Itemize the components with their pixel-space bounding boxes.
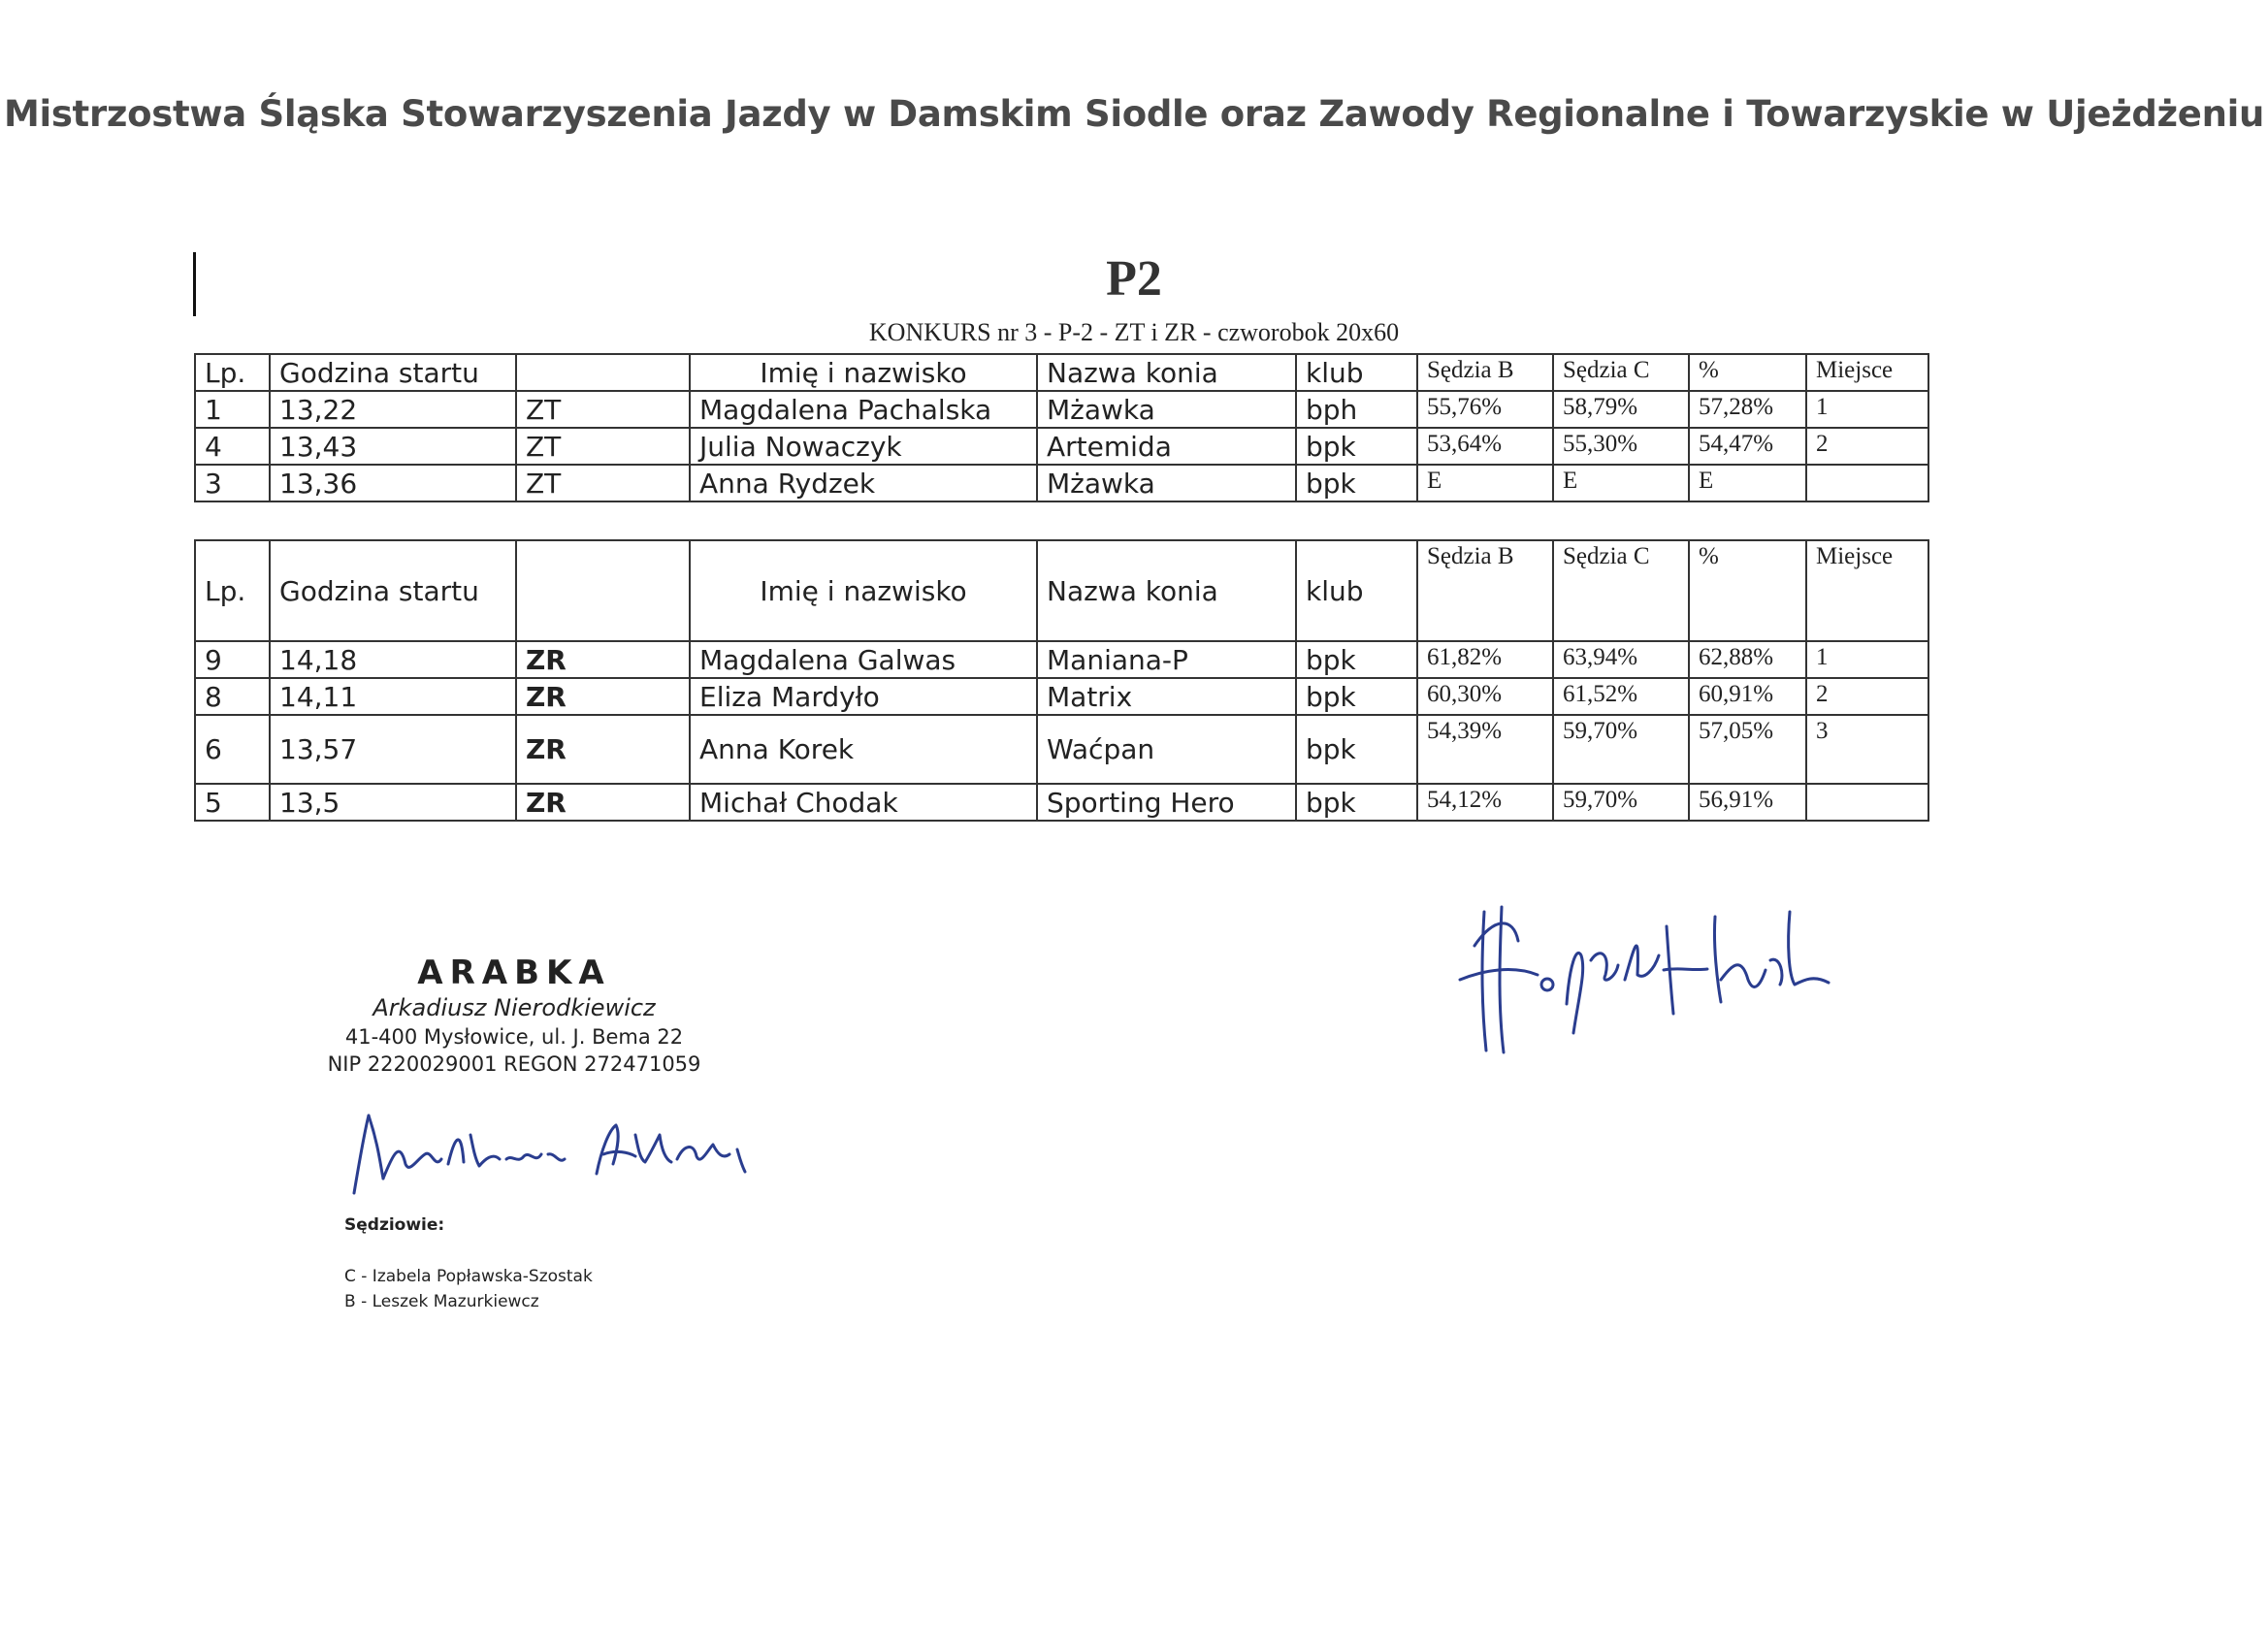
stamp-address: 41-400 Mysłowice, ul. J. Bema 22 [344, 1025, 684, 1049]
cell-judge-b: 61,82% [1417, 641, 1553, 678]
cell-club: bpk [1296, 678, 1417, 715]
cell-place: 1 [1806, 391, 1928, 428]
document-title: Mistrzostwa Śląska Stowarzyszenia Jazdy w Damskim Siodle oraz Zawody Regionalne i Towarzyskie w Ujeżdżeniu [3, 93, 2265, 135]
header-club: klub [1296, 540, 1417, 641]
table-row [195, 678, 1928, 715]
cell-lp: 3 [195, 465, 270, 501]
cell-judge-b: E [1417, 465, 1553, 501]
table-row [195, 465, 1928, 501]
cell-place: 3 [1806, 715, 1928, 784]
table-header-row [195, 540, 1928, 641]
cell-category: ZR [516, 641, 690, 678]
cell-judge-c: E [1553, 465, 1689, 501]
cell-start-time: 14,11 [270, 678, 516, 715]
cell-place: 1 [1806, 641, 1928, 678]
cell-percent: 62,88% [1689, 641, 1806, 678]
cell-lp: 9 [195, 641, 270, 678]
cell-judge-c: 59,70% [1553, 784, 1689, 821]
cell-judge-b: 53,64% [1417, 428, 1553, 465]
cell-rider-name: Anna Korek [690, 715, 1037, 784]
cell-category: ZT [516, 391, 690, 428]
cell-start-time: 13,57 [270, 715, 516, 784]
cell-judge-c: 55,30% [1553, 428, 1689, 465]
cell-start-time: 13,5 [270, 784, 516, 821]
header-lp: Lp. [195, 540, 270, 641]
results-table-zt [194, 353, 1929, 502]
cell-judge-b: 60,30% [1417, 678, 1553, 715]
cell-percent: 56,91% [1689, 784, 1806, 821]
cell-horse-name: Matrix [1037, 678, 1296, 715]
competition-subheading: KONKURS nr 3 - P-2 - ZT i ZR - czworobok 20x60 [868, 318, 1400, 346]
cell-percent: 57,28% [1689, 391, 1806, 428]
cell-lp: 1 [195, 391, 270, 428]
cell-lp: 6 [195, 715, 270, 784]
judge-signature [1445, 888, 1843, 1062]
cell-judge-c: 59,70% [1553, 715, 1689, 784]
cell-place [1806, 465, 1928, 501]
header-percent: % [1689, 354, 1806, 391]
judges-heading: Sędziowie: [344, 1215, 445, 1235]
cell-club: bpk [1296, 428, 1417, 465]
cell-category: ZR [516, 715, 690, 784]
table-header-row [195, 354, 1928, 391]
header-judge-b: Sędzia B [1417, 540, 1553, 641]
header-start-time: Godzina startu [270, 540, 516, 641]
judge-c-name: C - Izabela Popławska-Szostak [344, 1267, 593, 1286]
cell-place [1806, 784, 1928, 821]
header-rider-name: Imię i nazwisko [690, 354, 1037, 391]
cell-percent: E [1689, 465, 1806, 501]
competition-heading: P2 [1106, 251, 1162, 307]
header-club: klub [1296, 354, 1417, 391]
cell-judge-c: 61,52% [1553, 678, 1689, 715]
cell-percent: 57,05% [1689, 715, 1806, 784]
cell-category: ZR [516, 678, 690, 715]
cell-place: 2 [1806, 428, 1928, 465]
header-horse-name: Nazwa konia [1037, 540, 1296, 641]
header-rider-name: Imię i nazwisko [690, 540, 1037, 641]
header-category [516, 354, 690, 391]
cell-club: bpk [1296, 641, 1417, 678]
cell-horse-name: Sporting Hero [1037, 784, 1296, 821]
cell-rider-name: Magdalena Pachalska [690, 391, 1037, 428]
cell-lp: 4 [195, 428, 270, 465]
cell-horse-name: Mżawka [1037, 391, 1296, 428]
header-horse-name: Nazwa konia [1037, 354, 1296, 391]
cell-start-time: 14,18 [270, 641, 516, 678]
cell-rider-name: Eliza Mardyło [690, 678, 1037, 715]
cell-horse-name: Artemida [1037, 428, 1296, 465]
cell-category: ZT [516, 465, 690, 501]
cell-rider-name: Julia Nowaczyk [690, 428, 1037, 465]
cell-horse-name: Mżawka [1037, 465, 1296, 501]
table-row [195, 641, 1928, 678]
organizer-signature [340, 1106, 757, 1203]
judge-b-name: B - Leszek Mazurkiewcz [344, 1292, 539, 1311]
table-row [195, 715, 1928, 784]
cell-judge-b: 55,76% [1417, 391, 1553, 428]
header-category [516, 540, 690, 641]
cell-lp: 5 [195, 784, 270, 821]
header-judge-c: Sędzia C [1553, 540, 1689, 641]
cell-club: bpk [1296, 465, 1417, 501]
cell-start-time: 13,36 [270, 465, 516, 501]
cell-rider-name: Anna Rydzek [690, 465, 1037, 501]
cell-club: bph [1296, 391, 1417, 428]
cell-judge-c: 63,94% [1553, 641, 1689, 678]
header-lp: Lp. [195, 354, 270, 391]
cell-percent: 60,91% [1689, 678, 1806, 715]
cell-category: ZT [516, 428, 690, 465]
cell-place: 2 [1806, 678, 1928, 715]
stamp-tax-ids: NIP 2220029001 REGON 272471059 [327, 1052, 701, 1076]
header-place: Miejsce [1806, 540, 1928, 641]
cell-start-time: 13,43 [270, 428, 516, 465]
stamp-company-name: ARABKA [417, 954, 611, 992]
cell-judge-b: 54,39% [1417, 715, 1553, 784]
header-start-time: Godzina startu [270, 354, 516, 391]
cell-rider-name: Magdalena Galwas [690, 641, 1037, 678]
cell-horse-name: Maniana-P [1037, 641, 1296, 678]
table-row [195, 391, 1928, 428]
cell-judge-c: 58,79% [1553, 391, 1689, 428]
cell-club: bpk [1296, 784, 1417, 821]
cell-percent: 54,47% [1689, 428, 1806, 465]
cell-lp: 8 [195, 678, 270, 715]
cell-club: bpk [1296, 715, 1417, 784]
header-judge-b: Sędzia B [1417, 354, 1553, 391]
table-row [195, 784, 1928, 821]
results-table-zr [194, 539, 1929, 822]
organizer-stamp [320, 954, 708, 1076]
table-row [195, 428, 1928, 465]
cell-category: ZR [516, 784, 690, 821]
cell-horse-name: Waćpan [1037, 715, 1296, 784]
cell-rider-name: Michał Chodak [690, 784, 1037, 821]
header-place: Miejsce [1806, 354, 1928, 391]
stamp-owner: Arkadiusz Nierodkiewicz [373, 994, 656, 1021]
header-judge-c: Sędzia C [1553, 354, 1689, 391]
cell-start-time: 13,22 [270, 391, 516, 428]
cell-judge-b: 54,12% [1417, 784, 1553, 821]
header-percent: % [1689, 540, 1806, 641]
